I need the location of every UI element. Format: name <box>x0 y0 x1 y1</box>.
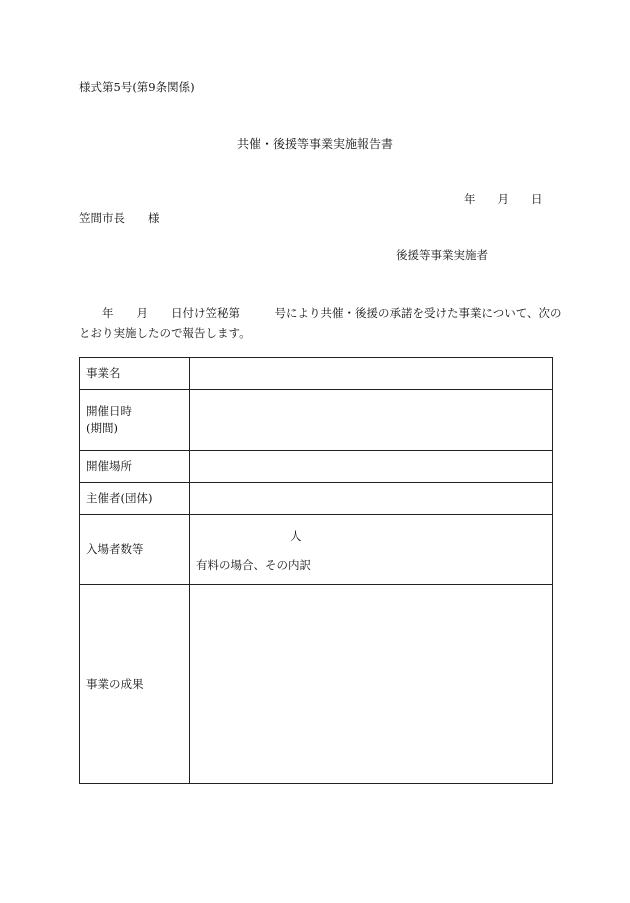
visitors-field <box>190 515 553 585</box>
reporter-label: 後援等事業実施者 <box>396 248 488 262</box>
table-row <box>80 451 553 483</box>
event-date-label <box>80 390 190 451</box>
event-place-label: 開催場所 <box>80 451 190 483</box>
document-title: 共催・後援等事業実施報告書 <box>236 137 393 151</box>
body-line-1: 年 月 日付け笠秘第 号により共催・後援の承諾を受けた事業について、次の <box>79 306 562 320</box>
table-row <box>80 585 553 784</box>
visitors-label: 入場者数等 <box>80 515 190 585</box>
organizer-field <box>190 483 553 515</box>
organizer-label: 主催者(団体) <box>80 483 190 515</box>
result-field <box>190 585 553 784</box>
event-place-field <box>190 451 553 483</box>
table-row <box>80 483 553 515</box>
report-table <box>79 357 553 784</box>
event-date-field <box>190 390 553 451</box>
table-row <box>80 390 553 451</box>
addressee: 笠間市長 様 <box>79 211 160 225</box>
date-year: 年 <box>464 192 476 206</box>
table-row <box>80 515 553 585</box>
visitors-detail: 有料の場合、その内訳 <box>196 558 311 572</box>
event-date-label-line2: (期間) <box>86 421 118 435</box>
event-name-label: 事業名 <box>80 358 190 390</box>
visitors-unit: 人 <box>290 529 302 543</box>
body-line-2: とおり実施したので報告します。 <box>79 326 251 340</box>
form-number: 様式第5号(第9条関係) <box>79 80 195 94</box>
result-label: 事業の成果 <box>80 585 190 784</box>
date-day: 日 <box>531 192 543 206</box>
date-month: 月 <box>497 192 509 206</box>
table-row <box>80 358 553 390</box>
event-name-field <box>190 358 553 390</box>
event-date-label-line1: 開催日時 <box>86 404 132 418</box>
report-body-text <box>79 303 562 343</box>
date-line <box>464 194 543 206</box>
